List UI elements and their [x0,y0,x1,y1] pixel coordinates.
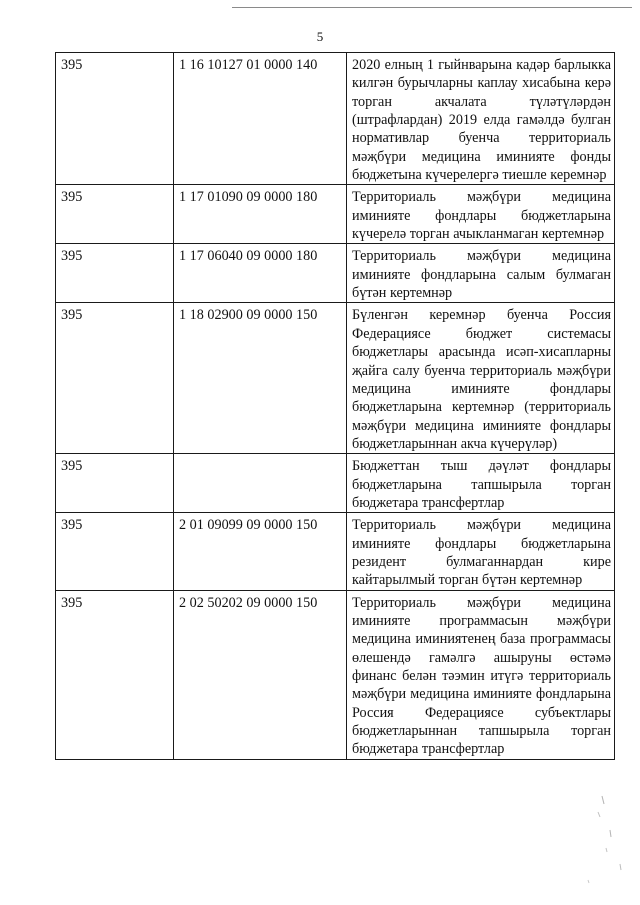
page-number: 5 [316,29,324,44]
table-row [56,185,615,244]
revenue-description-cell: Территориаль мәҗбүри медицина иминияте фондлары бюджетларына резидент булмаганнардан кире кайтарылмый торган бүтән кертемнәр [347,513,615,590]
budget-classification-code-cell [174,454,347,513]
administrator-code-cell: 395 [56,590,174,759]
revenue-description-cell: Бюджеттан тыш дәүләт фондлары бюджетларына тапшырыла торган бюджетара трансфертлар [347,454,615,513]
administrator-code-cell: 395 [56,244,174,303]
table-row [56,590,615,759]
scan-artifact-marks [540,790,640,900]
budget-revenue-table [55,52,615,760]
administrator-code-cell: 395 [56,454,174,513]
header-rule [232,7,632,8]
budget-classification-code-cell: 2 02 50202 09 0000 150 [174,590,347,759]
revenue-description-cell: 2020 елның 1 гыйнварына кадәр барлыкка килгән бурычларны каплау хисабына керә торган акчалата түләтүләрдән (штрафлардан) 2019 елда гамәлдә булган нормативлар буенча территориаль мәҗбүри медицина иминияте фонды бюджетына күчерелергә тиешле керемнәр [347,53,615,185]
table-row [56,244,615,303]
administrator-code-cell: 395 [56,53,174,185]
revenue-description-cell: Территориаль мәҗбүри медицина иминияте программасын мәҗбүри медицина иминиятенең база программасы өлешендә гамәлгә ашыруны өстәмә финанс белән тәэмин итүгә территориаль мәҗбүри медицина иминияте фондларына Россия Федерациясе субъектлары бюджетларыннан тапшырыла торган бюджетара трансфертлар [347,590,615,759]
administrator-code-cell: 395 [56,185,174,244]
budget-classification-code-cell: 1 18 02900 09 0000 150 [174,303,347,454]
table-row [56,303,615,454]
revenue-description-cell: Территориаль мәҗбүри медицина иминияте фондларына салым булмаган бүтән кертемнәр [347,244,615,303]
budget-classification-code-cell: 1 16 10127 01 0000 140 [174,53,347,185]
table-row [56,53,615,185]
administrator-code-cell: 395 [56,513,174,590]
budget-classification-code-cell: 2 01 09099 09 0000 150 [174,513,347,590]
revenue-description-cell: Территориаль мәҗбүри медицина иминияте фондлары бюджетларына күчерелә торган ачыкланмаган кертемнәр [347,185,615,244]
table-row [56,513,615,590]
budget-classification-code-cell: 1 17 06040 09 0000 180 [174,244,347,303]
table-row [56,454,615,513]
administrator-code-cell: 395 [56,303,174,454]
revenue-description-cell: Бүленгән керемнәр буенча Россия Федерациясе бюджет системасы бюджетлары арасында исәп-хисапларны җайга салу буенча территориаль мәҗбүри медицина иминияте фондлары бюджетларына кертемнәр (территориаль мәҗбүри медицина иминияте фондлары бюджетларыннан акча күчерүләр) [347,303,615,454]
budget-classification-code-cell: 1 17 01090 09 0000 180 [174,185,347,244]
